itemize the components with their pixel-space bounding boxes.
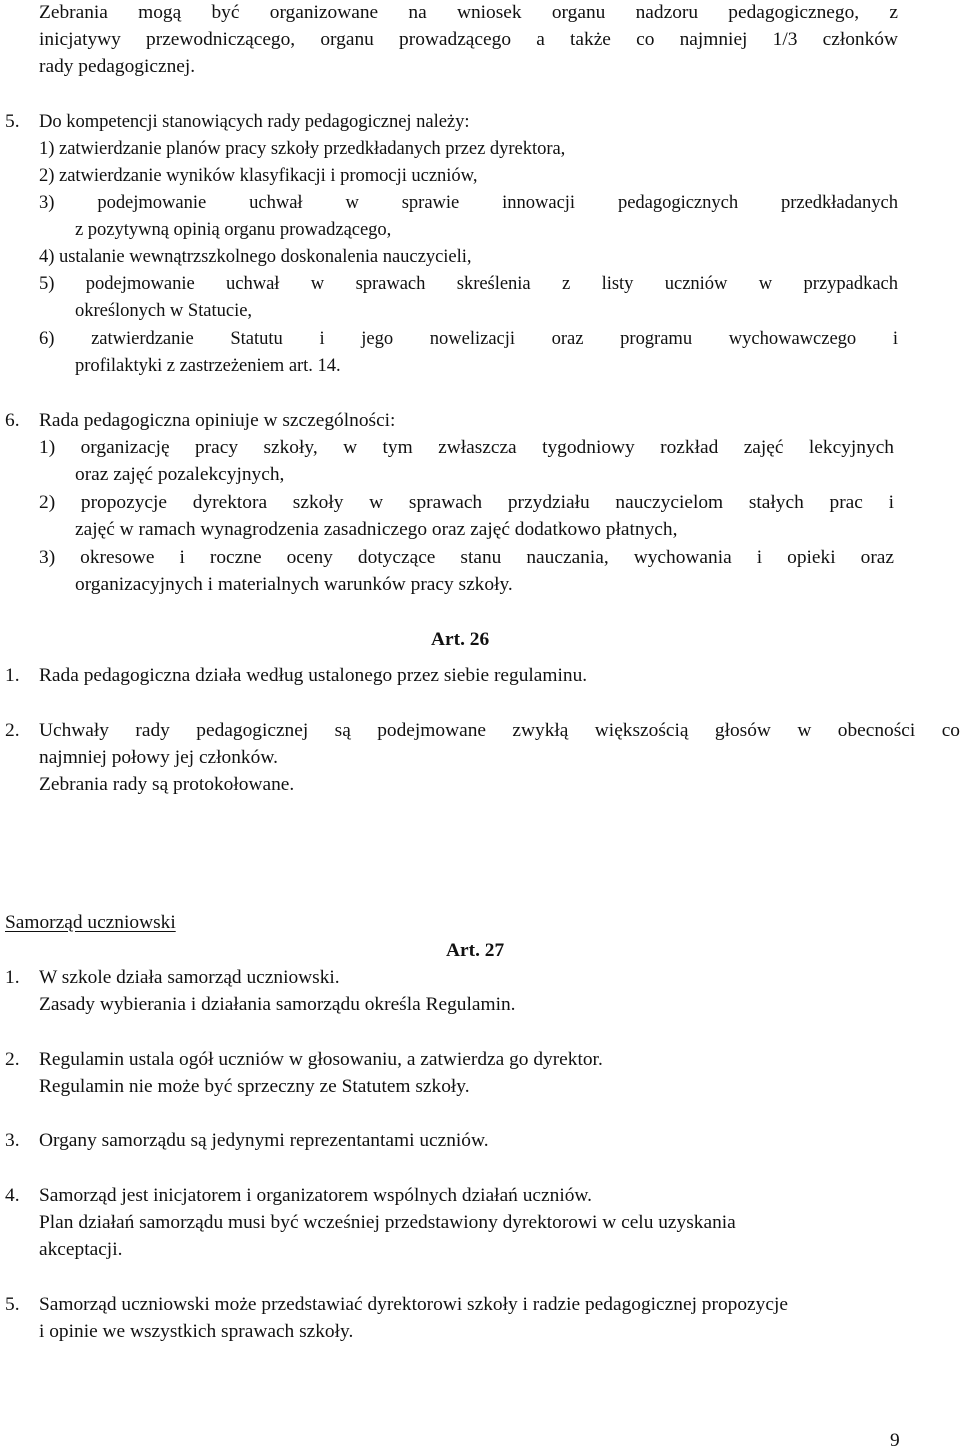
- paragraph-number: 6.: [5, 410, 20, 431]
- paragraph-text: Uchwały rady pedagogicznej są podejmowane zwykłą większością głosów w obecności co: [39, 720, 960, 741]
- paragraph-text: Zasady wybierania i działania samorządu określa Regulamin.: [39, 994, 516, 1015]
- paragraph-number: 5.: [5, 1294, 20, 1315]
- paragraph-number: 2.: [5, 1049, 20, 1070]
- paragraph-number: 3.: [5, 1130, 20, 1151]
- list-item-continuation: organizacyjnych i materialnych warunków pracy szkoły.: [75, 574, 513, 595]
- list-item: 2) zatwierdzanie wyników klasyfikacji i promocji uczniów,: [39, 165, 478, 186]
- list-item: 1) zatwierdzanie planów pracy szkoły przedkładanych przez dyrektora,: [39, 138, 566, 159]
- paragraph-text: Regulamin ustala ogół uczniów w głosowaniu, a zatwierdza go dyrektor.: [39, 1049, 603, 1070]
- paragraph-text: W szkole działa samorząd uczniowski.: [39, 967, 340, 988]
- paragraph-text: Regulamin nie może być sprzeczny ze Statutem szkoły.: [39, 1076, 470, 1097]
- paragraph-text: akceptacji.: [39, 1239, 123, 1260]
- intro-line: Zebrania mogą być organizowane na wniosek organu nadzoru pedagogicznego, z: [39, 2, 898, 23]
- list-item-continuation: profilaktyki z zastrzeżeniem art. 14.: [75, 355, 341, 376]
- list-item-continuation: z pozytywną opinią organu prowadzącego,: [75, 219, 392, 240]
- page-number: 9: [890, 1430, 900, 1451]
- list-item: 1) organizację pracy szkoły, w tym zwłaszcza tygodniowy rozkład zajęć lekcyjnych: [39, 437, 894, 458]
- list-item-continuation: zajęć w ramach wynagrodzenia zasadniczego oraz zajęć dodatkowo płatnych,: [75, 519, 678, 540]
- paragraph-text: Organy samorządu są jedynymi reprezentantami uczniów.: [39, 1130, 489, 1151]
- article-heading: Art. 26: [431, 629, 490, 650]
- paragraph-number: 5.: [5, 111, 20, 132]
- paragraph-text: najmniej połowy jej członków.: [39, 747, 278, 768]
- list-item: 3) okresowe i roczne oceny dotyczące stanu nauczania, wychowania i opieki oraz: [39, 547, 894, 568]
- paragraph-text: Samorząd jest inicjatorem i organizatorem wspólnych działań uczniów.: [39, 1185, 592, 1206]
- intro-line: rady pedagogicznej.: [39, 56, 196, 77]
- article-heading: Art. 27: [446, 940, 505, 961]
- paragraph-number: 1.: [5, 967, 20, 988]
- paragraph-text: i opinie we wszystkich sprawach szkoły.: [39, 1321, 354, 1342]
- list-item-continuation: oraz zajęć pozalekcyjnych,: [75, 464, 285, 485]
- list-item: 2) propozycje dyrektora szkoły w sprawach przydziału nauczycielom stałych prac i: [39, 492, 894, 513]
- paragraph-text: Plan działań samorządu musi być wcześniej przedstawiony dyrektorowi w celu uzyskania: [39, 1212, 736, 1233]
- list-item: 6) zatwierdzanie Statutu i jego nowelizacji oraz programu wychowawczego i: [39, 328, 898, 349]
- list-item: 4) ustalanie wewnątrzszkolnego doskonalenia nauczycieli,: [39, 246, 472, 267]
- paragraph-number: 2.: [5, 720, 20, 741]
- paragraph-text: Rada pedagogiczna działa według ustalonego przez siebie regulaminu.: [39, 665, 588, 686]
- paragraph-lead: Do kompetencji stanowiących rady pedagogicznej należy:: [39, 111, 470, 132]
- paragraph-text: Samorząd uczniowski może przedstawiać dyrektorowi szkoły i radzie pedagogicznej propozycje: [39, 1294, 788, 1315]
- list-item: 5) podejmowanie uchwał w sprawach skreślenia z listy uczniów w przypadkach: [39, 273, 898, 294]
- paragraph-text: Zebrania rady są protokołowane.: [39, 774, 295, 795]
- paragraph-lead: Rada pedagogiczna opiniuje w szczególności:: [39, 410, 396, 431]
- paragraph-number: 1.: [5, 665, 20, 686]
- paragraph-number: 4.: [5, 1185, 20, 1206]
- intro-line: inicjatywy przewodniczącego, organu prowadzącego a także co najmniej 1/3 członków: [39, 29, 898, 50]
- section-title: Samorząd uczniowski: [5, 912, 176, 933]
- list-item-continuation: określonych w Statucie,: [75, 300, 252, 321]
- list-item: 3) podejmowanie uchwał w sprawie innowacji pedagogicznych przedkładanych: [39, 192, 898, 213]
